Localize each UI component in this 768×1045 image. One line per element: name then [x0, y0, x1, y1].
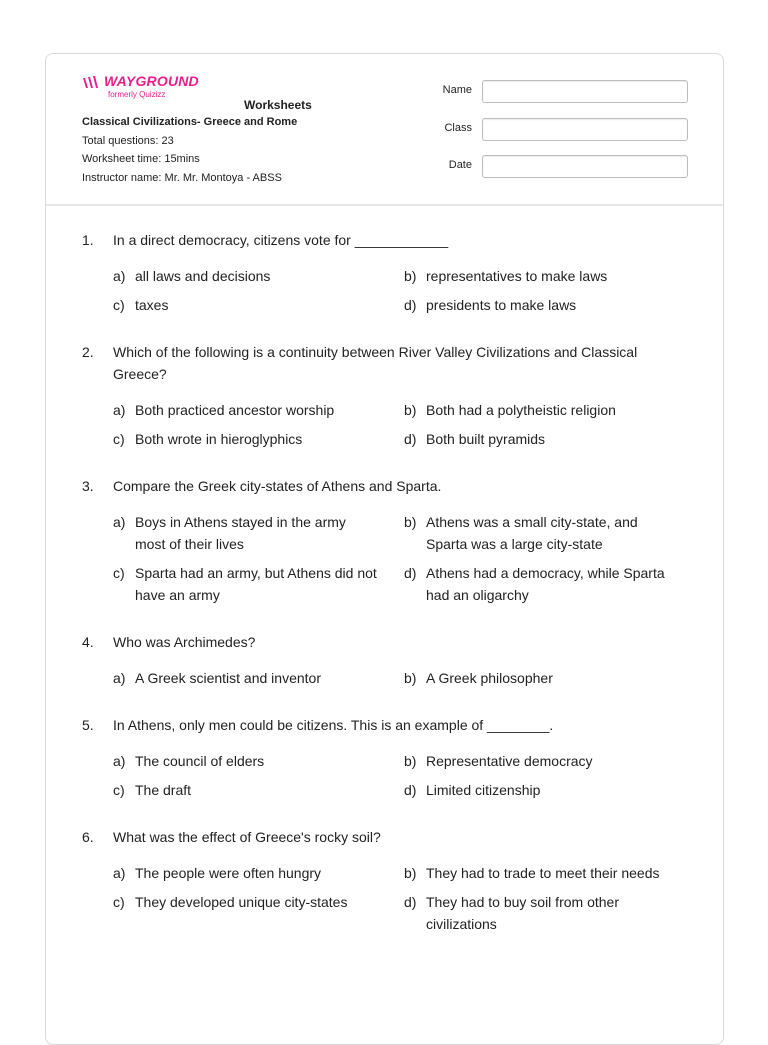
option-d[interactable] [404, 294, 704, 316]
option-letter: c) [113, 431, 125, 447]
option-c[interactable] [113, 428, 404, 450]
question-text: Which of the following is a continuity between River Valley Civilizations and Classical Greece? [113, 344, 638, 382]
option-a[interactable] [113, 862, 404, 884]
option-c[interactable] [113, 294, 404, 316]
option-b[interactable] [404, 667, 704, 689]
option-text: Both practiced ancestor worship [135, 402, 335, 418]
option-letter: b) [404, 514, 417, 530]
question-number: 5. [82, 717, 94, 733]
question-2 [46, 341, 723, 450]
option-b[interactable] [404, 750, 704, 772]
product-name: Worksheets [244, 98, 312, 112]
worksheet-page [45, 53, 724, 1045]
option-c[interactable] [113, 891, 404, 935]
answer-options [113, 667, 723, 689]
worksheet-header [46, 54, 723, 206]
option-letter: c) [113, 894, 125, 910]
option-letter: d) [404, 297, 417, 313]
option-letter: c) [113, 297, 125, 313]
question-5 [46, 714, 723, 801]
question-text: What was the effect of Greece's rocky soil? [113, 829, 381, 845]
option-letter: d) [404, 565, 417, 581]
option-a[interactable] [113, 399, 404, 421]
option-text: The people were often hungry [135, 865, 322, 881]
option-text: Representative democracy [426, 753, 593, 769]
question-3 [46, 475, 723, 606]
option-letter: b) [404, 670, 417, 686]
option-text: Both wrote in hieroglyphics [135, 431, 303, 447]
option-b[interactable] [404, 265, 704, 287]
option-a[interactable] [113, 511, 404, 555]
option-c[interactable] [113, 562, 404, 606]
student-fields [426, 80, 688, 193]
total-questions: Total questions: 23 [82, 134, 174, 147]
brand-name: WAYGROUND [104, 73, 199, 89]
question-list [46, 229, 723, 960]
question-4 [46, 631, 723, 689]
option-letter: b) [404, 865, 417, 881]
worksheet-title: Classical Civilizations- Greece and Rome [82, 116, 298, 128]
option-text: Athens was a small city-state, and Sparta was a large city-state [426, 514, 638, 552]
option-d[interactable] [404, 779, 704, 801]
question-text: Who was Archimedes? [113, 634, 256, 650]
option-b[interactable] [404, 511, 704, 555]
option-letter: b) [404, 268, 417, 284]
option-letter: d) [404, 782, 417, 798]
option-d[interactable] [404, 562, 704, 606]
option-d[interactable] [404, 428, 704, 450]
instructor-name: Instructor name: Mr. Mr. Montoya - ABSS [82, 171, 282, 184]
option-text: The council of elders [135, 753, 265, 769]
question-number: 3. [82, 478, 94, 494]
question-number: 6. [82, 829, 94, 845]
question-text: Compare the Greek city-states of Athens and Sparta. [113, 478, 442, 494]
date-label: Date [448, 159, 472, 171]
option-b[interactable] [404, 399, 704, 421]
worksheet-meta [82, 113, 297, 187]
class-field-row [426, 118, 688, 156]
option-text: Both had a polytheistic religion [426, 402, 616, 418]
option-text: They had to trade to meet their needs [426, 865, 660, 881]
option-text: A Greek philosopher [426, 670, 553, 686]
option-letter: c) [113, 565, 125, 581]
question-text: In a direct democracy, citizens vote for ____________ [113, 232, 449, 248]
option-text: Limited citizenship [426, 782, 541, 798]
question-number: 4. [82, 634, 94, 650]
question-text: In Athens, only men could be citizens. This is an example of ________. [113, 717, 554, 733]
option-text: Boys in Athens stayed in the army most of their lives [135, 514, 346, 552]
brand-mark-icon [82, 75, 102, 89]
option-a[interactable] [113, 750, 404, 772]
option-text: Sparta had an army, but Athens did not have an army [135, 565, 377, 603]
option-b[interactable] [404, 862, 704, 884]
option-text: They developed unique city-states [135, 894, 348, 910]
option-letter: a) [113, 865, 126, 881]
option-letter: a) [113, 402, 126, 418]
option-text: Athens had a democracy, while Sparta had an oligarchy [426, 565, 665, 603]
name-field[interactable] [482, 80, 688, 103]
option-letter: a) [113, 753, 126, 769]
option-letter: d) [404, 894, 417, 910]
date-field[interactable] [482, 155, 688, 178]
question-1 [46, 229, 723, 316]
option-c[interactable] [113, 779, 404, 801]
worksheet-time: Worksheet time: 15mins [82, 153, 200, 165]
option-text: They had to buy soil from other civilizations [426, 894, 619, 932]
option-text: Both built pyramids [426, 431, 546, 447]
name-label: Name [442, 84, 472, 96]
answer-options [113, 862, 723, 935]
answer-options [113, 399, 723, 450]
option-text: taxes [135, 297, 169, 313]
option-letter: b) [404, 402, 417, 418]
class-label: Class [444, 121, 472, 134]
answer-options [113, 511, 723, 606]
option-letter: c) [113, 782, 125, 798]
answer-options [113, 265, 723, 316]
option-letter: b) [404, 753, 417, 769]
question-number: 2. [82, 344, 94, 360]
option-text: A Greek scientist and inventor [135, 670, 321, 686]
option-text: representatives to make laws [426, 268, 608, 284]
option-letter: a) [113, 670, 126, 686]
date-field-row [426, 155, 688, 193]
option-a[interactable] [113, 667, 404, 689]
option-text: all laws and decisions [135, 268, 271, 284]
option-letter: a) [113, 514, 126, 530]
class-field[interactable] [482, 118, 688, 141]
brand-subtitle: formerly Quizizz [108, 90, 166, 99]
option-d[interactable] [404, 891, 704, 935]
answer-options [113, 750, 723, 801]
option-letter: d) [404, 431, 417, 447]
option-a[interactable] [113, 265, 404, 287]
option-text: The draft [135, 782, 192, 798]
question-6 [46, 826, 723, 935]
question-number: 1. [82, 232, 94, 248]
option-letter: a) [113, 268, 126, 284]
option-text: presidents to make laws [426, 297, 577, 313]
name-field-row [426, 80, 688, 118]
